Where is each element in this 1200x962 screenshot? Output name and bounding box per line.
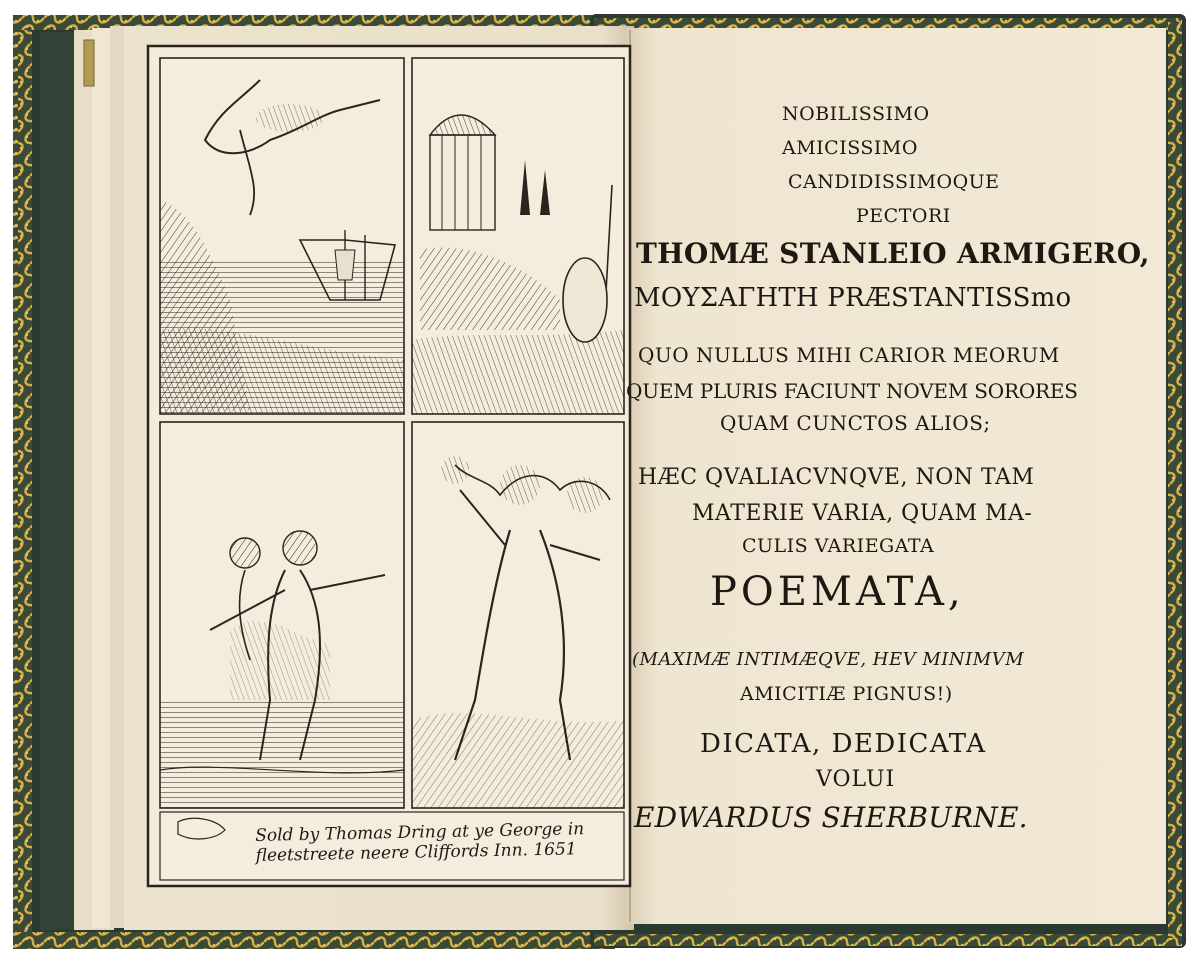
dedication-line-3: CANDIDISSIMOQUE	[788, 171, 1000, 193]
dedication-line-4: PECTORI	[856, 205, 951, 227]
dedication-line-18: EDWARDUS SHERBURNE.	[634, 801, 1028, 834]
dedication-line-13: POEMATA,	[710, 569, 965, 615]
dedication-line-6: ΜΟΥΣΑΓΗΤΗ PRÆSTANTISSmo	[634, 283, 1072, 313]
dedication-line-16: DICATA, DEDICATA	[700, 729, 987, 759]
panel-bottom-left	[160, 422, 404, 808]
dedication-line-12: CULIS VARIEGATA	[742, 535, 935, 557]
frontispiece-caption	[255, 818, 616, 866]
dedication-line-9: QUAM CUNCTOS ALIOS;	[720, 411, 991, 435]
frontispiece-engraving	[148, 46, 630, 886]
caption-line-2: fleetstreete neere Cliffords Inn. 1651	[255, 839, 577, 866]
dedication-line-7: QUO NULLUS MIHI CARIOR MEORUM	[638, 343, 1060, 367]
dedication-line-17: VOLUI	[816, 767, 896, 792]
dedication-line-1: NOBILISSIMO	[782, 103, 930, 125]
dedication-line-15: AMICITIÆ PIGNUS!)	[740, 683, 953, 705]
dedication-text	[626, 95, 1170, 855]
dedication-line-2: AMICISSIMO	[782, 137, 918, 159]
dedication-line-11: MATERIE VARIA, QUAM MA-	[692, 501, 1033, 526]
panel-top-right	[412, 58, 624, 414]
dedication-line-8: QUEM PLURIS FACIUNT NOVEM SORORES	[626, 379, 1078, 403]
dedication-line-10: HÆC QVALIACVNQVE, NON TAM	[638, 465, 1035, 490]
dedication-line-5: THOMÆ STANLEIO ARMIGERO,	[636, 237, 1150, 270]
panel-top-left	[160, 58, 404, 414]
dedication-line-14: (MAXIMÆ INTIMÆQVE, HEV MINIMVM	[632, 649, 1025, 670]
panel-bottom-right	[412, 422, 624, 808]
caption-line-1: Sold by Thomas Dring at ye George in	[255, 819, 585, 846]
